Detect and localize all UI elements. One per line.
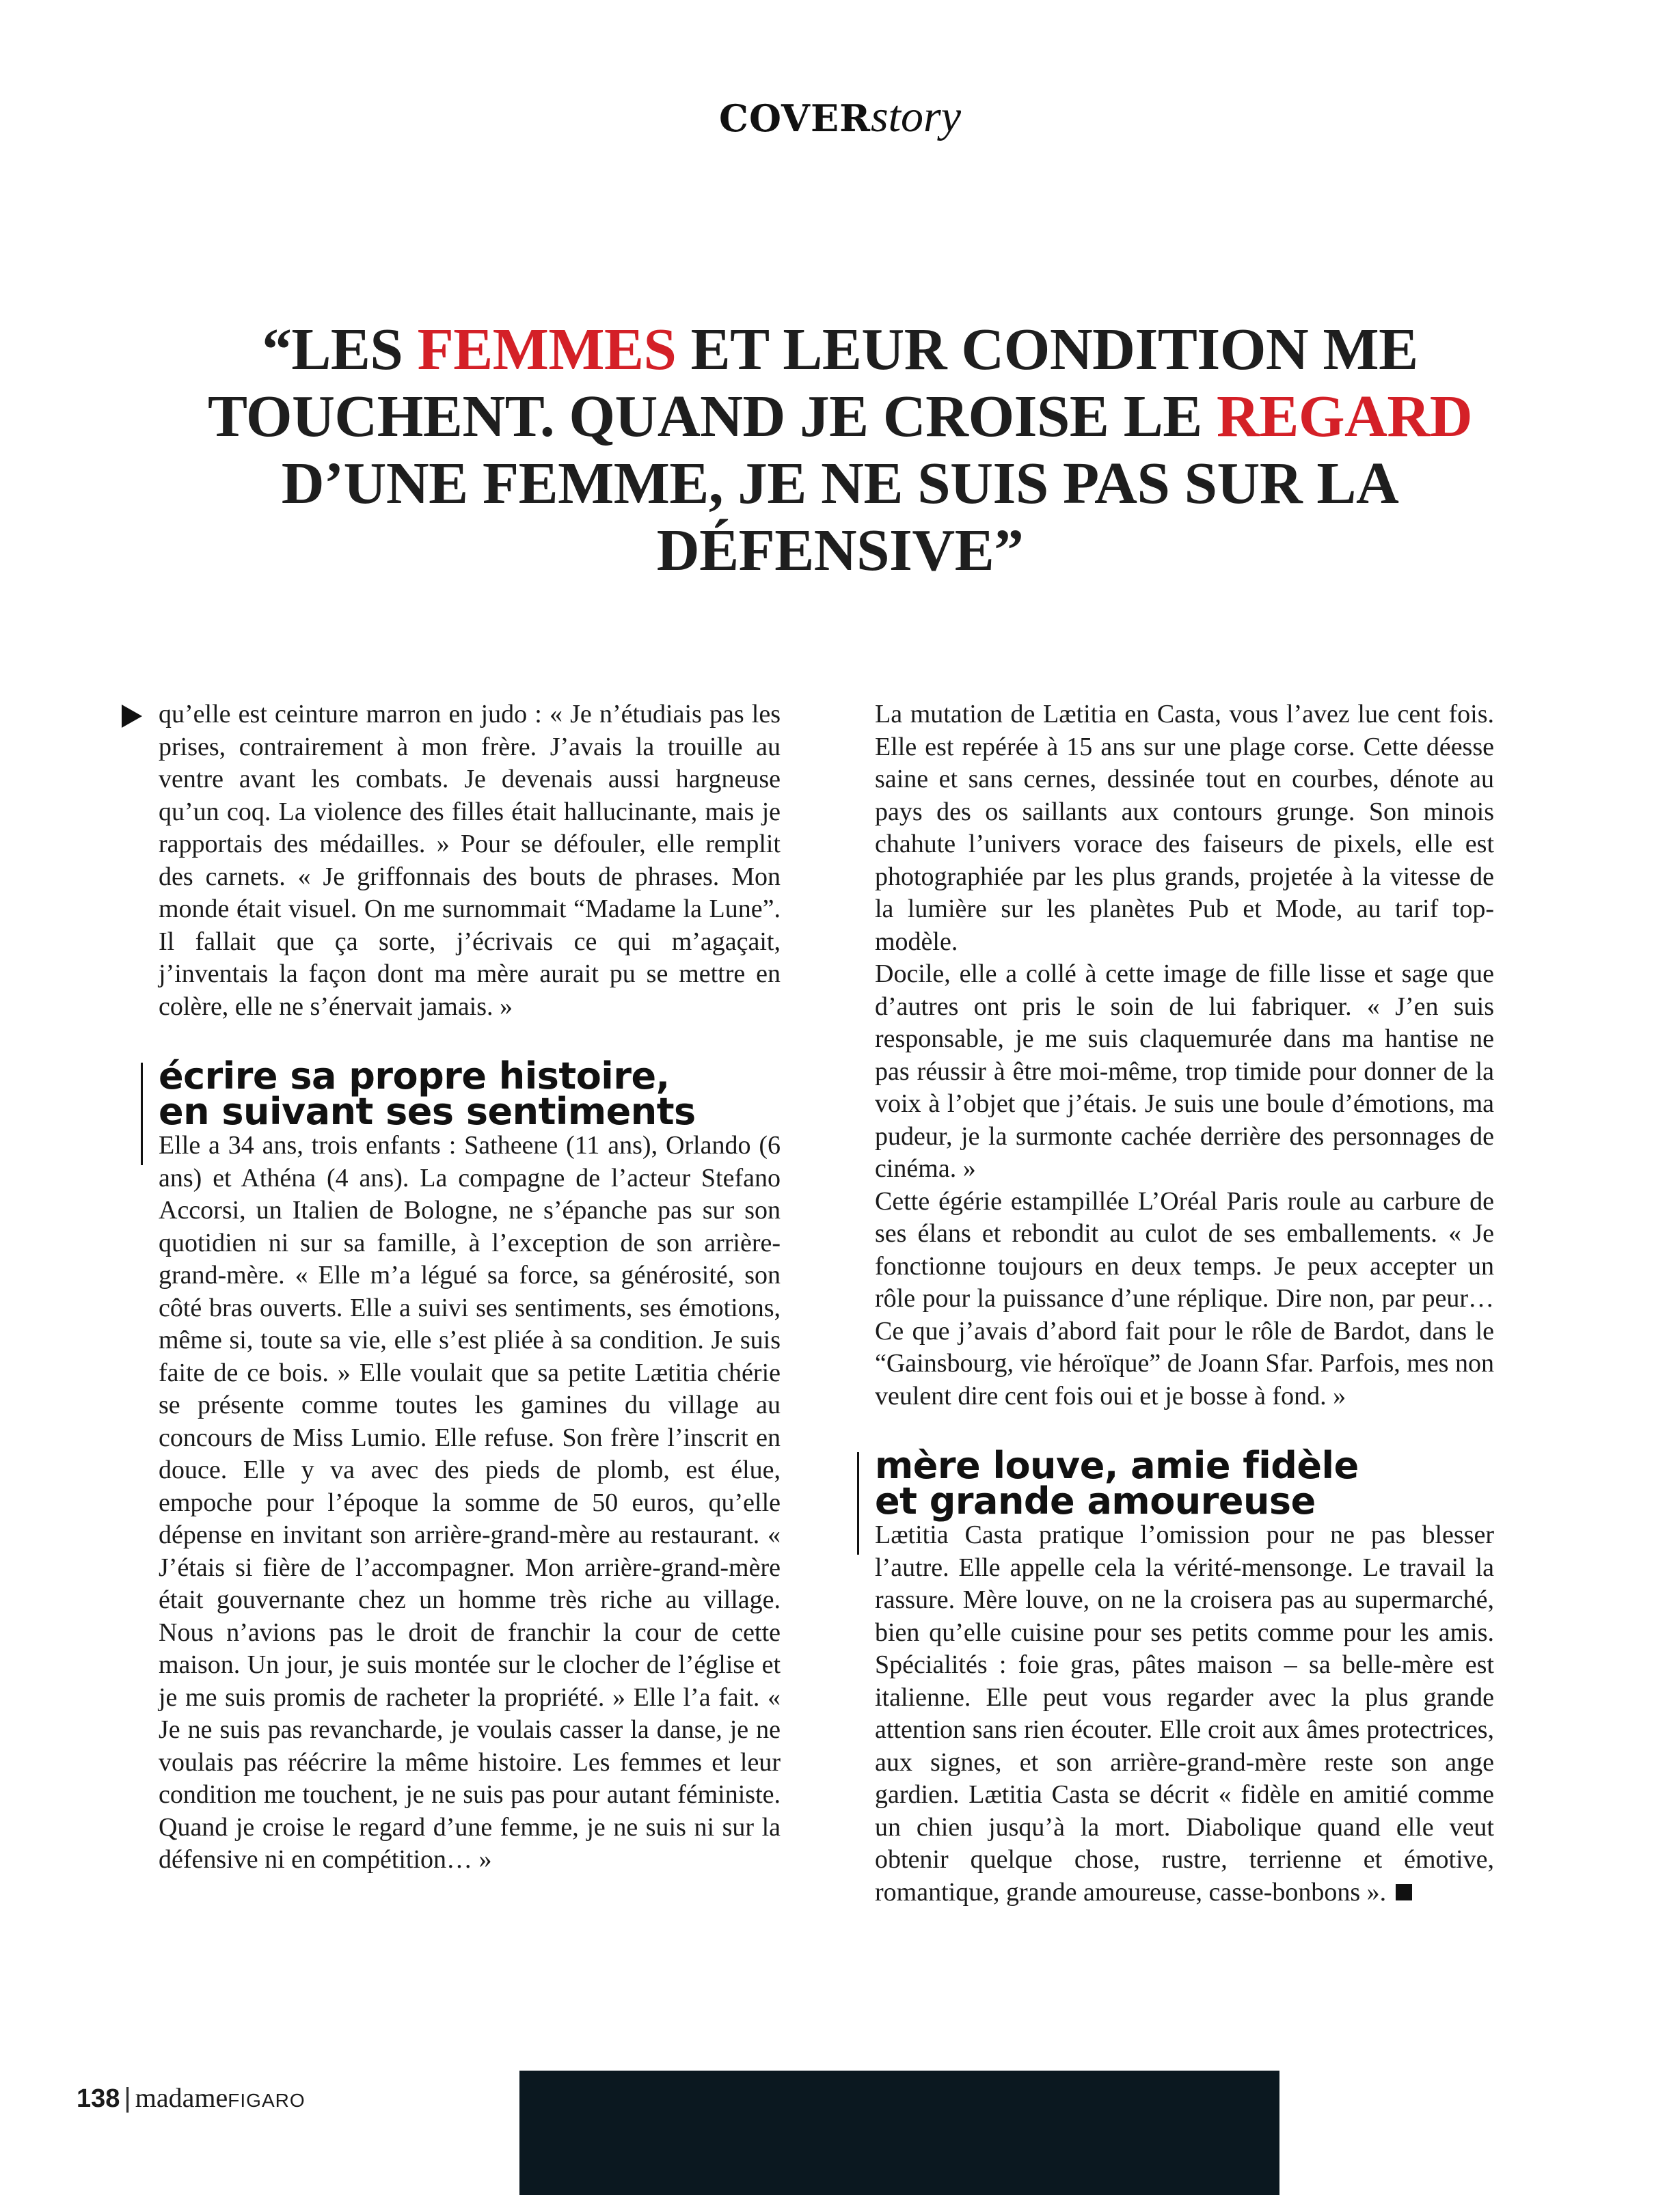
subheading-ecrire (159, 1054, 781, 1133)
magazine-name-figaro: FIGARO (228, 2090, 306, 2111)
left-section-heading (159, 1054, 781, 1133)
header-story: story (871, 92, 961, 141)
dark-image-block (519, 2071, 1279, 2195)
page-footer (77, 2084, 306, 2112)
pull-quote-part-1: “LES (262, 316, 418, 382)
heading-rule (857, 1452, 859, 1555)
page-number: 138 (77, 2084, 120, 2113)
subheading-mere-louve-line-2: et grande amoureuse (875, 1480, 1316, 1523)
section-header (0, 94, 1680, 139)
pull-quote-part-3: D’UNE FEMME, JE NE SUIS PAS SUR LA DÉFENSIVE” (281, 450, 1399, 583)
heading-rule (141, 1063, 143, 1165)
end-mark-icon (1396, 1884, 1412, 1900)
magazine-name-madame: madame (135, 2082, 228, 2113)
right-paragraph-2: Docile, elle a collé à cette image de fille lisse et sage que d’autres ont pris le soin de lui fabriquer. « J’en suis responsable, je me suis claquemurée dans ma hantise ne pas réussir à être moi-même, trop timide pour donner de la voix à l’objet que j’étais. Je suis une boule d’émotions, ma pudeur, je la surmonte cachée derrière des personnages de cinéma. » (875, 959, 1494, 1183)
pull-quote-highlight-regard: REGARD (1217, 383, 1473, 449)
left-column (159, 698, 781, 1877)
footer-separator: | (124, 2083, 131, 2113)
right-column (875, 698, 1494, 1909)
subheading-mere-louve (875, 1444, 1494, 1523)
left-paragraph-2: Elle a 34 ans, trois enfants : Satheene (11 ans), Orlando (6 ans) et Athéna (4 ans). La compagne de l’acteur Stefano Accorsi, un Italien de Bologne, ne s’épanche pas sur son quotidien ni sur sa famille, à l’exception de son arrière-grand-mère. « Elle m’a légué sa force, sa générosité, son côté bras ouverts. Elle a suivi ses sentiments, ses émotions, même si, toute sa vie, elle s’est pliée à sa condition. Je suis faite de ce bois. » Elle voulait que sa petite Lætitia chérie se présente comme toutes les gamines du village au concours de Miss Lumio. Elle refuse. Son frère l’inscrit en douce. Elle y va avec des pieds de plomb, est élue, empoche pour l’époque la somme de 50 euros, qu’elle dépense en invitant son arrière-grand-mère au restaurant. « J’étais si fière de l’accompagner. Mon arrière-grand-mère était gouvernante chez un homme très riche au village. Nous n’avions pas le droit de franchir la cour de cette maison. Un jour, je suis montée sur le clocher de l’église et je me suis promis de racheter la propriété. » Elle l’a fait. « Je ne suis pas revancharde, je voulais casser la danse, je ne voulais pas réécrire la même histoire. Les femmes et leur condition me touchent, je ne suis pas pour autant féministe. Quand je croise le regard d’une femme, je ne suis ni sur la défensive ni en compétition… » (159, 1131, 781, 1874)
pull-quote-highlight-femmes: FEMMES (417, 316, 677, 382)
header-cover: COVER (718, 96, 871, 140)
left-paragraph-1: qu’elle est ceinture marron en judo : « Je n’étudiais pas les prises, contrairement à mon frère. J’avais la trouille au ventre avant les combats. Je devenais aussi hargneuse qu’un coq. La violence des filles était hallucinante, mais je rapportais des médailles. » Pour se défouler, elle remplit des carnets. « Je griffonnais des bouts de phrases. Mon monde était visuel. On me surnommait “Madame la Lune”. Il fallait que ça sorte, j’écrivais ce qui m’agaçait, j’inventais la façon dont ma mère aurait pu se mettre en colère, elle ne s’énervait jamais. » (159, 700, 781, 1021)
continuation-arrow-icon (122, 705, 142, 728)
subheading-mere-louve-line-1: mère louve, amie fidèle (875, 1444, 1359, 1487)
subheading-ecrire-line-1: écrire sa propre histoire, (159, 1054, 670, 1098)
pull-quote-part-2: ET LEUR CONDITION ME TOUCHENT. QUAND JE CROISE LE (207, 316, 1418, 449)
right-paragraph-4 (875, 1519, 1494, 1909)
right-paragraph-1: La mutation de Lætitia en Casta, vous l’avez lue cent fois. Elle est repérée à 15 ans sur une plage corse. Cette déesse saine et sans cernes, dessinée tout en courbes, dénote au pays des os saillants aux contours grunge. Son minois chahute l’univers vorace des faiseurs de pixels, elle est photographiée par les plus grands, projetée à la vitesse de la lumière sur les planètes Pub et Mode, au tarif top-modèle. (875, 700, 1494, 956)
right-section-heading (875, 1444, 1494, 1523)
subheading-ecrire-line-2: en suivant ses sentiments (159, 1090, 696, 1133)
pull-quote (137, 316, 1543, 584)
right-paragraph-3: Cette égérie estampillée L’Oréal Paris roule au carbure de ses élans et rebondit au culot de ses emballements. « Je fonctionne toujours en deux temps. Je peux accepter un rôle pour la puissance d’une réplique. Dire non, par peur… Ce que j’avais d’abord fait pour le rôle de Bardot, dans le “Gainsbourg, vie héroïque” de Joann Sfar. Parfois, mes non veulent dire cent fois oui et je bosse à fond. » (875, 1186, 1494, 1410)
right-paragraph-4-text: Lætitia Casta pratique l’omission pour ne pas blesser l’autre. Elle appelle cela la vérité-mensonge. Le travail la rassure. Mère louve, on ne la croisera pas au supermarché, bien qu’elle cuisine pour ses petits comme pour les amis. Spécialités : foie gras, pâtes maison – sa belle-mère est italienne. Elle peut vous regarder avec la plus grande attention sans rien écouter. Elle croit aux âmes protectrices, aux signes, et son arrière-grand-mère reste son ange gardien. Lætitia Casta se décrit « fidèle en amitié comme un chien jusqu’à la mort. Diabolique quand elle veut obtenir quelque chose, rustre, terrienne et émotive, romantique, grande amoureuse, casse-bonbons ». (875, 1521, 1494, 1907)
